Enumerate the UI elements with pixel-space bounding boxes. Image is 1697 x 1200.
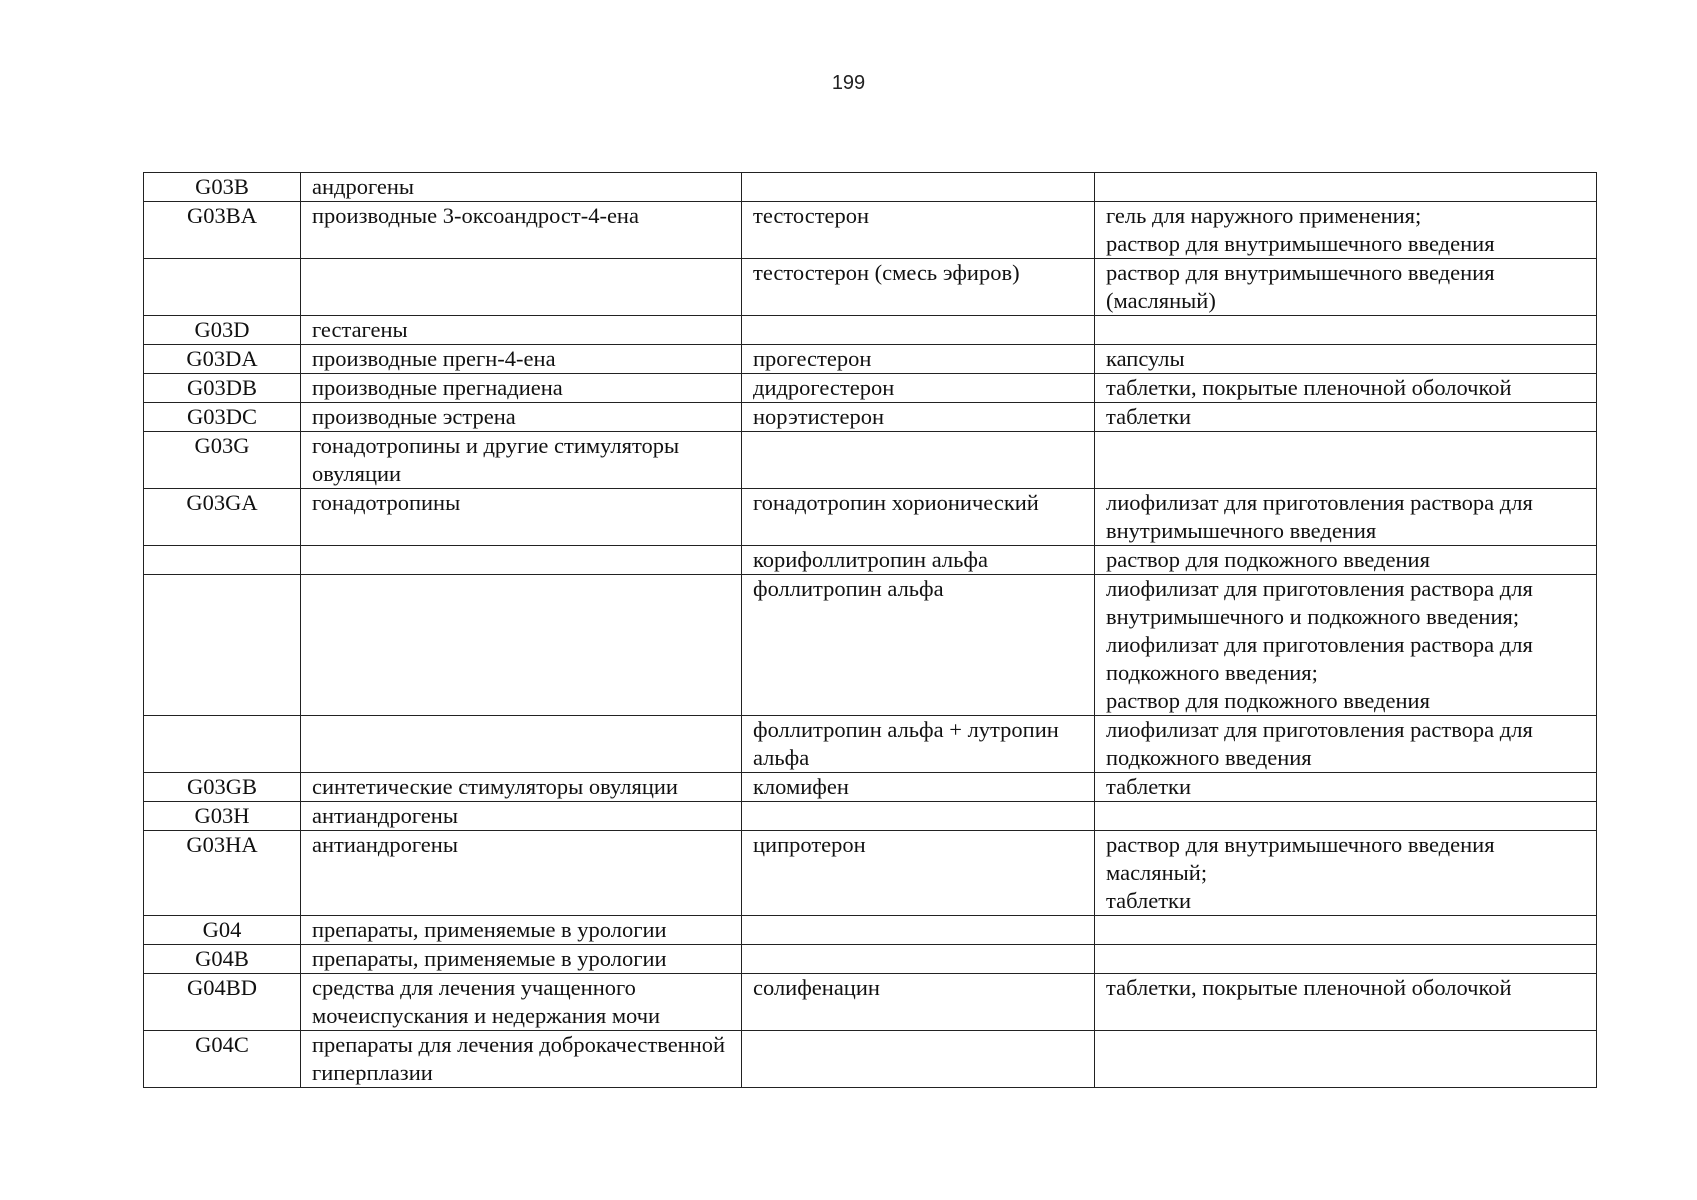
atc-code-cell: G03BA — [144, 202, 301, 259]
dosage-form-cell: раствор для внутримышечного введения (масляный) — [1095, 259, 1597, 316]
drug-name-cell — [742, 916, 1095, 945]
table-row — [144, 403, 1597, 432]
atc-code-cell: G03H — [144, 802, 301, 831]
group-name-cell: синтетические стимуляторы овуляции — [301, 773, 742, 802]
dosage-form-cell — [1095, 316, 1597, 345]
table-row — [144, 374, 1597, 403]
group-name-cell: производные 3-оксоандрост-4-ена — [301, 202, 742, 259]
drug-name-cell — [742, 1031, 1095, 1088]
drug-name-cell — [742, 316, 1095, 345]
group-name-cell: средства для лечения учащенного мочеиспускания и недержания мочи — [301, 974, 742, 1031]
group-name-cell: производные прегнадиена — [301, 374, 742, 403]
dosage-form-cell — [1095, 432, 1597, 489]
group-name-cell: препараты, применяемые в урологии — [301, 945, 742, 974]
atc-code-cell: G04B — [144, 945, 301, 974]
group-name-cell — [301, 716, 742, 773]
atc-code-cell: G03G — [144, 432, 301, 489]
atc-code-cell: G04 — [144, 916, 301, 945]
atc-code-cell: G04C — [144, 1031, 301, 1088]
dosage-form-cell: лиофилизат для приготовления раствора для подкожного введения — [1095, 716, 1597, 773]
table-row — [144, 716, 1597, 773]
dosage-form-cell: лиофилизат для приготовления раствора для внутримышечного введения — [1095, 489, 1597, 546]
drug-name-cell: фоллитропин альфа + лутропин альфа — [742, 716, 1095, 773]
atc-code-cell — [144, 575, 301, 716]
group-name-cell: гонадотропины и другие стимуляторы овуляции — [301, 432, 742, 489]
group-name-cell: андрогены — [301, 173, 742, 202]
drug-name-cell — [742, 945, 1095, 974]
drug-name-cell: кломифен — [742, 773, 1095, 802]
dosage-form-cell — [1095, 173, 1597, 202]
dosage-form-cell: раствор для внутримышечного введения масляный; таблетки — [1095, 831, 1597, 916]
medication-table — [143, 172, 1597, 1088]
group-name-cell: гонадотропины — [301, 489, 742, 546]
table-row — [144, 546, 1597, 575]
group-name-cell: антиандрогены — [301, 802, 742, 831]
table-row — [144, 831, 1597, 916]
drug-name-cell: норэтистерон — [742, 403, 1095, 432]
table-row — [144, 575, 1597, 716]
drug-name-cell: тестостерон — [742, 202, 1095, 259]
atc-code-cell — [144, 546, 301, 575]
atc-code-cell: G03D — [144, 316, 301, 345]
atc-code-cell: G03GA — [144, 489, 301, 546]
drug-name-cell — [742, 173, 1095, 202]
group-name-cell: препараты, применяемые в урологии — [301, 916, 742, 945]
table-row — [144, 316, 1597, 345]
drug-name-cell — [742, 432, 1095, 489]
dosage-form-cell: раствор для подкожного введения — [1095, 546, 1597, 575]
atc-code-cell — [144, 259, 301, 316]
drug-name-cell: солифенацин — [742, 974, 1095, 1031]
dosage-form-cell: капсулы — [1095, 345, 1597, 374]
table-row — [144, 802, 1597, 831]
drug-name-cell: дидрогестерон — [742, 374, 1095, 403]
drug-name-cell: фоллитропин альфа — [742, 575, 1095, 716]
table-body — [144, 173, 1597, 1088]
group-name-cell: гестагены — [301, 316, 742, 345]
dosage-form-cell — [1095, 945, 1597, 974]
group-name-cell — [301, 546, 742, 575]
table-row — [144, 489, 1597, 546]
group-name-cell — [301, 259, 742, 316]
table-row — [144, 945, 1597, 974]
table-row — [144, 432, 1597, 489]
drug-name-cell: корифоллитропин альфа — [742, 546, 1095, 575]
dosage-form-cell: таблетки, покрытые пленочной оболочкой — [1095, 974, 1597, 1031]
table-row — [144, 345, 1597, 374]
dosage-form-cell: таблетки — [1095, 403, 1597, 432]
atc-code-cell: G03HA — [144, 831, 301, 916]
dosage-form-cell: таблетки, покрытые пленочной оболочкой — [1095, 374, 1597, 403]
dosage-form-cell — [1095, 916, 1597, 945]
group-name-cell — [301, 575, 742, 716]
drug-name-cell — [742, 802, 1095, 831]
table-row — [144, 773, 1597, 802]
dosage-form-cell: таблетки — [1095, 773, 1597, 802]
dosage-form-cell — [1095, 802, 1597, 831]
table-row — [144, 1031, 1597, 1088]
page-number: 199 — [831, 72, 866, 94]
table-row — [144, 916, 1597, 945]
group-name-cell: препараты для лечения доброкачественной гиперплазии — [301, 1031, 742, 1088]
group-name-cell: производные эстрена — [301, 403, 742, 432]
group-name-cell: антиандрогены — [301, 831, 742, 916]
drug-name-cell: тестостерон (смесь эфиров) — [742, 259, 1095, 316]
dosage-form-cell: лиофилизат для приготовления раствора для внутримышечного и подкожного введения; лиофилизат для приготовления раствора для подкожного введения; раствор для подкожного введения — [1095, 575, 1597, 716]
drug-name-cell: ципротерон — [742, 831, 1095, 916]
drug-name-cell: гонадотропин хорионический — [742, 489, 1095, 546]
atc-code-cell — [144, 716, 301, 773]
atc-code-cell: G03DC — [144, 403, 301, 432]
group-name-cell: производные прегн-4-ена — [301, 345, 742, 374]
atc-code-cell: G04BD — [144, 974, 301, 1031]
dosage-form-cell: гель для наружного применения; раствор для внутримышечного введения — [1095, 202, 1597, 259]
atc-code-cell: G03B — [144, 173, 301, 202]
table-row — [144, 974, 1597, 1031]
table-row — [144, 259, 1597, 316]
dosage-form-cell — [1095, 1031, 1597, 1088]
drug-name-cell: прогестерон — [742, 345, 1095, 374]
atc-code-cell: G03DA — [144, 345, 301, 374]
table-row — [144, 202, 1597, 259]
table-row — [144, 173, 1597, 202]
atc-code-cell: G03GB — [144, 773, 301, 802]
atc-code-cell: G03DB — [144, 374, 301, 403]
